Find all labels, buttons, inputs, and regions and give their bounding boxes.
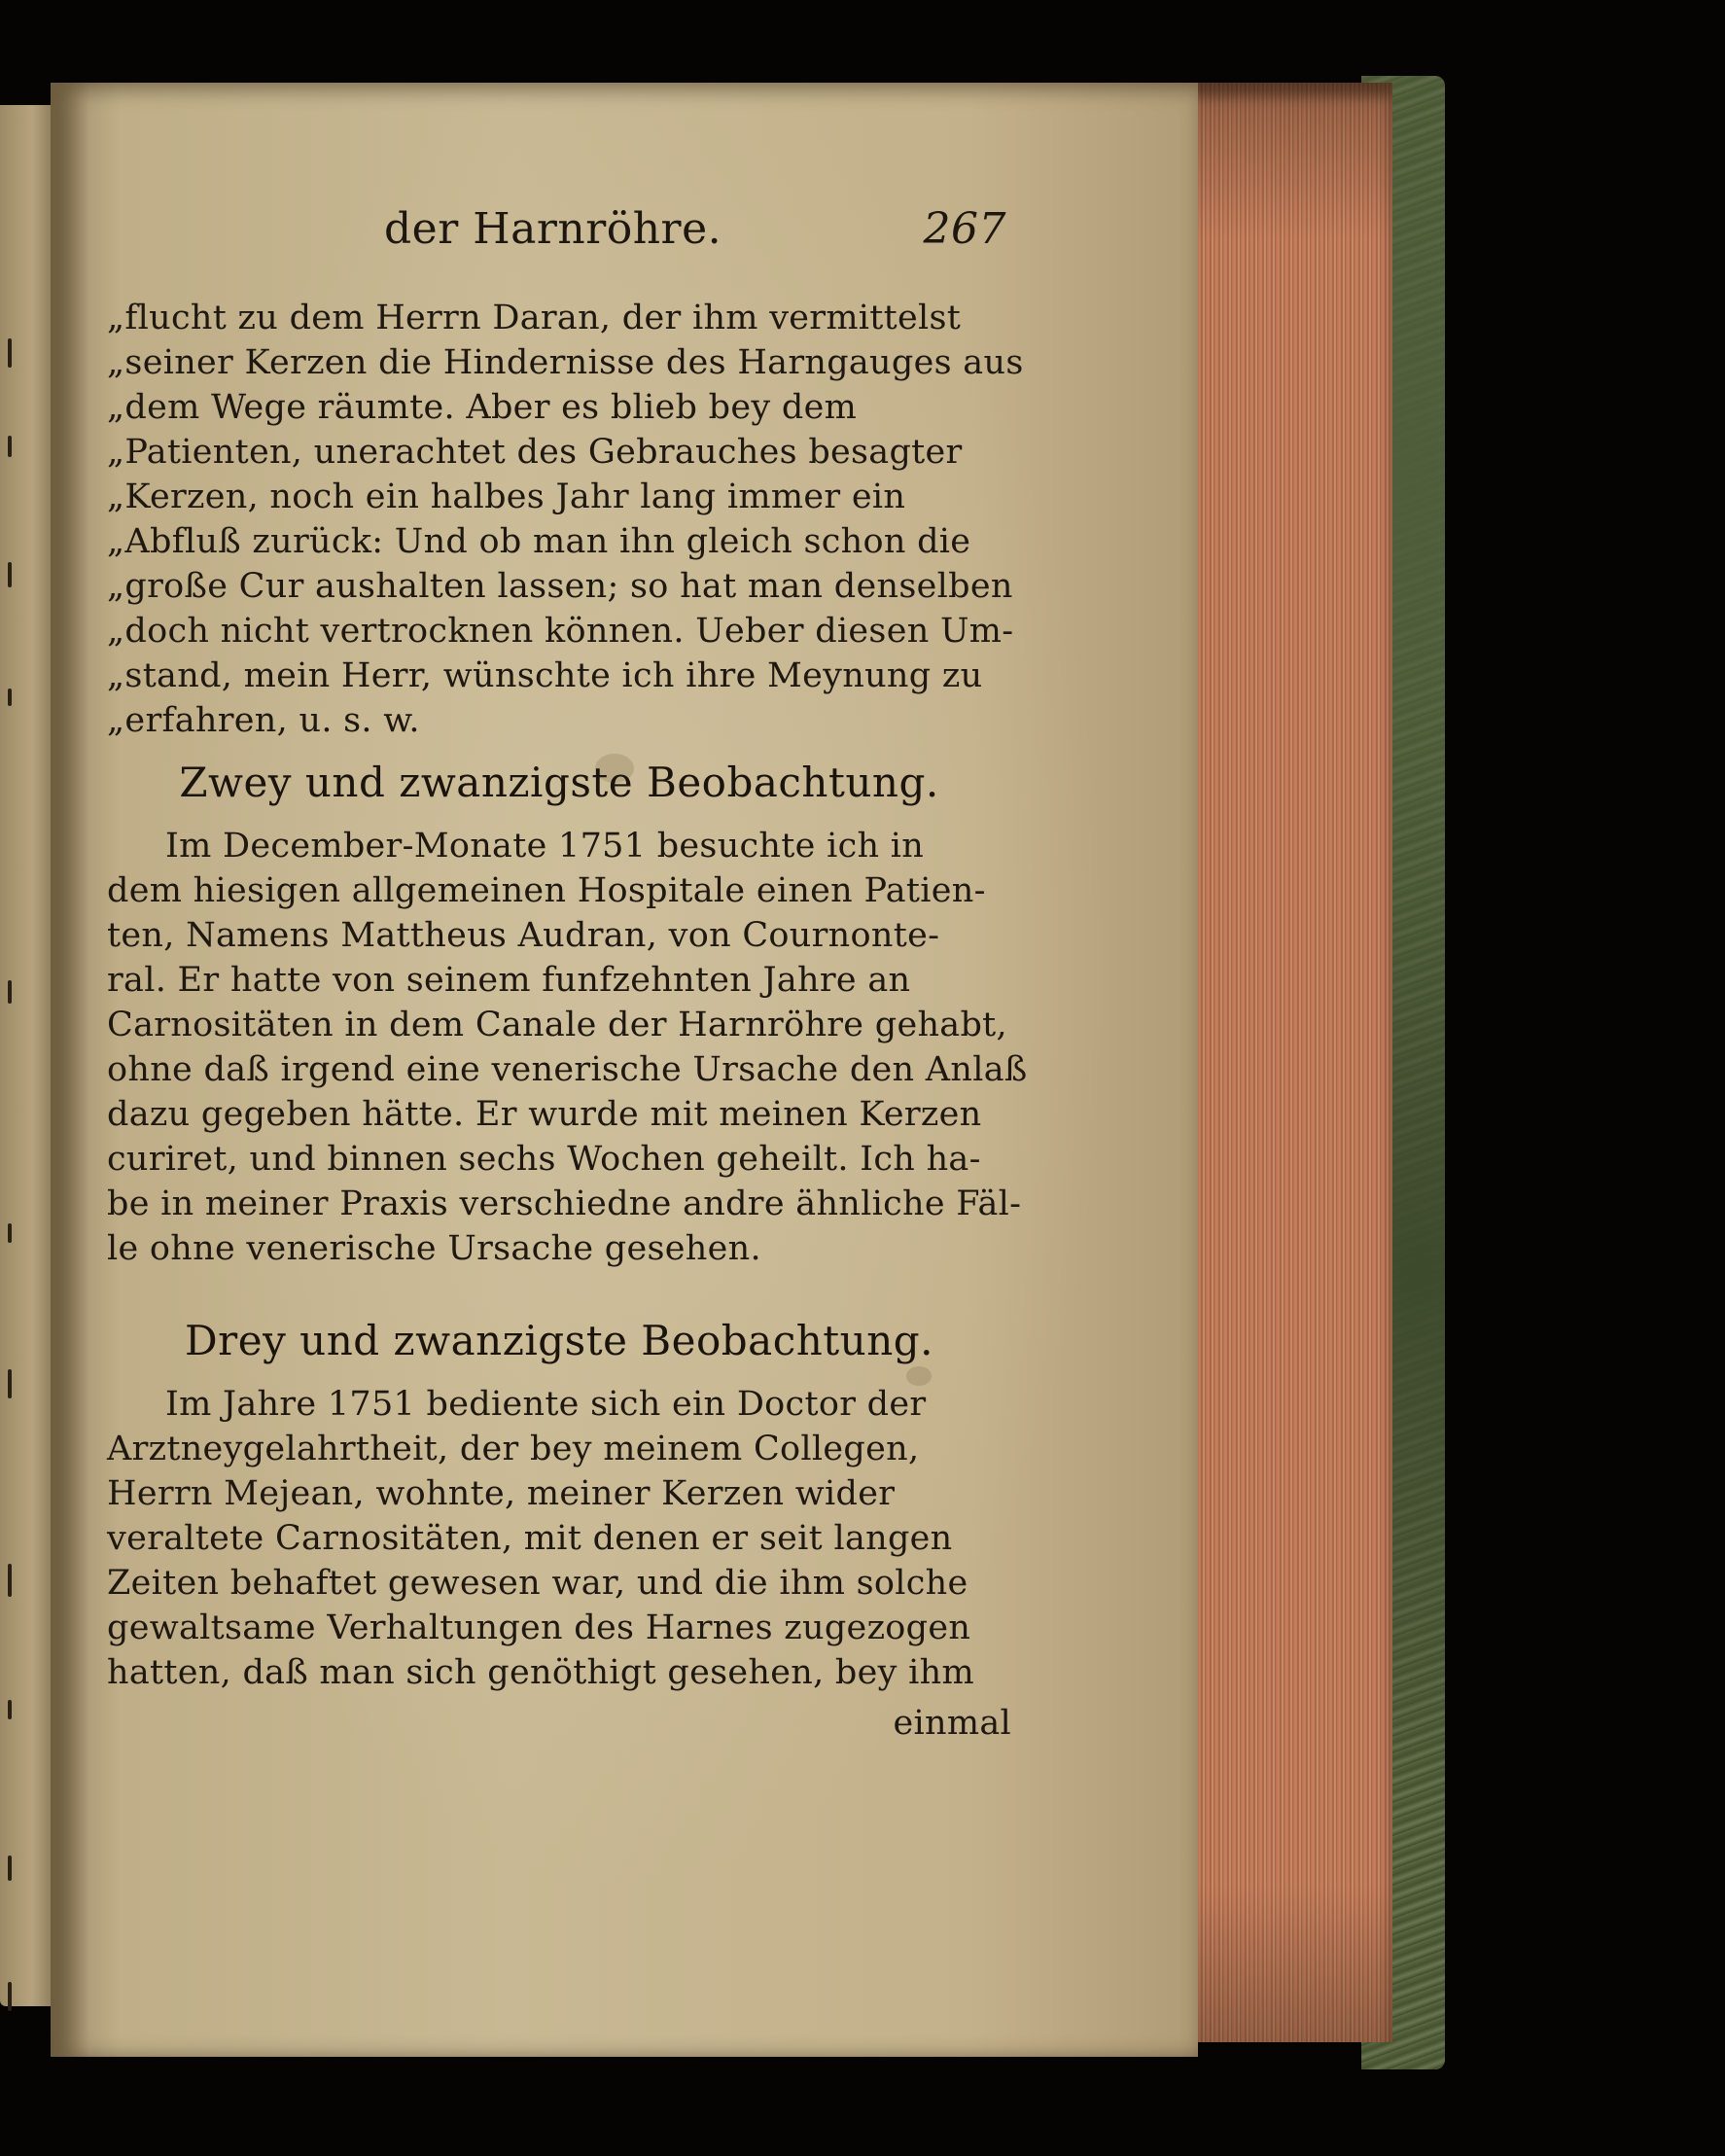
text-line: „große Cur aushalten lassen; so hat man denselben bbox=[107, 567, 1013, 606]
text-line: ohne daß irgend eine venerische Ursache den Anlaß bbox=[107, 1050, 1028, 1089]
text-line: Herrn Mejean, wohnte, meiner Kerzen wider bbox=[107, 1474, 896, 1513]
text-line: ten, Namens Mattheus Audran, von Cournonte- bbox=[107, 916, 940, 955]
section-heading: Drey und zwanzigste Beobachtung. bbox=[185, 1317, 933, 1364]
text-line: hatten, daß man sich genöthigt gesehen, bey ihm bbox=[107, 1653, 974, 1692]
text-line: dazu gegeben hätte. Er wurde mit meinen Kerzen bbox=[107, 1095, 982, 1134]
text-line: dem hiesigen allgemeinen Hospitale einen Patien- bbox=[107, 871, 986, 910]
text-line: „stand, mein Herr, wünschte ich ihre Meynung zu bbox=[107, 656, 983, 695]
previous-page-mark bbox=[8, 1564, 12, 1597]
text-line: be in meiner Praxis verschiedne andre ähnliche Fäl- bbox=[107, 1184, 1022, 1223]
previous-page-mark bbox=[8, 1982, 12, 2011]
running-title: der Harnröhre. bbox=[384, 204, 722, 254]
text-line: curiret, und binnen sechs Wochen geheilt. Ich ha- bbox=[107, 1140, 981, 1179]
previous-page-mark bbox=[8, 338, 12, 368]
text-line: Carnositäten in dem Canale der Harnröhre gehabt, bbox=[107, 1006, 1007, 1044]
text-line: Arztneygelahrtheit, der bey meinem Collegen, bbox=[107, 1430, 920, 1468]
previous-page-mark bbox=[8, 1700, 12, 1719]
previous-page-mark bbox=[8, 980, 12, 1004]
previous-page-mark bbox=[8, 436, 12, 457]
text-line: veraltete Carnositäten, mit denen er seit langen bbox=[107, 1519, 953, 1558]
previous-page-mark bbox=[8, 1223, 12, 1243]
text-line: „seiner Kerzen die Hindernisse des Harngauges aus bbox=[107, 343, 1024, 382]
text-line: le ohne venerische Ursache gesehen. bbox=[107, 1229, 761, 1268]
previous-page-edge bbox=[0, 105, 53, 2006]
previous-page-mark bbox=[8, 562, 12, 587]
text-line: „Kerzen, noch ein halbes Jahr lang immer ein bbox=[107, 477, 906, 516]
page-number: 267 bbox=[923, 204, 1006, 254]
text-line: Im Jahre 1751 bediente sich ein Doctor der bbox=[165, 1385, 927, 1424]
page-header bbox=[384, 204, 1006, 254]
text-line: „Abfluß zurück: Und ob man ihn gleich schon die bbox=[107, 522, 971, 561]
catchword: einmal bbox=[893, 1704, 1011, 1743]
page-edges bbox=[1188, 83, 1392, 2042]
text-line: Zeiten behaftet gewesen war, und die ihm solche bbox=[107, 1564, 968, 1603]
previous-page-mark bbox=[8, 1369, 12, 1398]
text-line: „flucht zu dem Herrn Daran, der ihm vermittelst bbox=[107, 299, 962, 337]
section-heading: Zwey und zwanzigste Beobachtung. bbox=[179, 759, 939, 806]
text-line: „doch nicht vertrocknen können. Ueber diesen Um- bbox=[107, 612, 1014, 651]
text-line: ral. Er hatte von seinem funfzehnten Jahre an bbox=[107, 961, 911, 1000]
page-gutter bbox=[51, 83, 89, 2057]
text-line: „erfahren, u. s. w. bbox=[107, 701, 420, 740]
book-page bbox=[51, 83, 1198, 2057]
previous-page-mark bbox=[8, 689, 12, 706]
text-line: Im December-Monate 1751 besuchte ich in bbox=[165, 827, 925, 866]
text-line: „dem Wege räumte. Aber es blieb bey dem bbox=[107, 388, 858, 427]
previous-page-mark bbox=[8, 1856, 12, 1881]
text-line: „Patienten, unerachtet des Gebrauches besagter bbox=[107, 433, 963, 472]
text-line: gewaltsame Verhaltungen des Harnes zugezogen bbox=[107, 1608, 971, 1647]
